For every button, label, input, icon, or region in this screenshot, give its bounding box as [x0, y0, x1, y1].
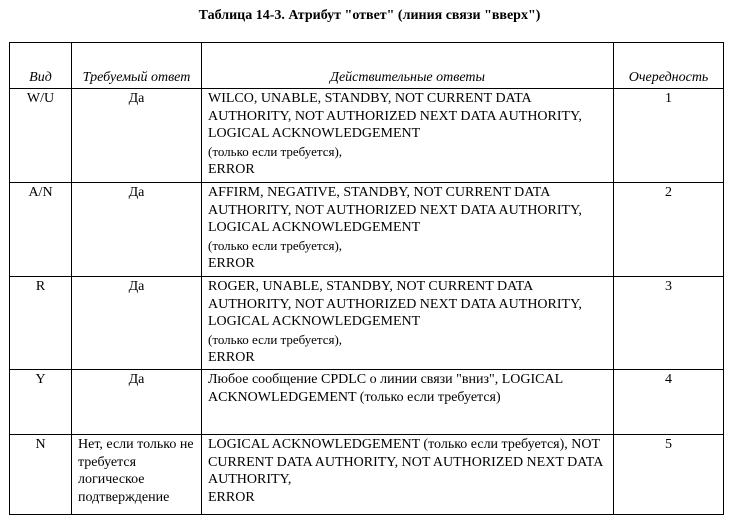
responses-main: LOGICAL ACKNOWLEDGEMENT (только если требуется), NOT CURRENT DATA AUTHORITY, NOT AUTHORIZED NEXT DATA AUTHORITY,: [208, 437, 603, 487]
cell-priority: 2: [614, 183, 724, 277]
header-required: Требуемый ответ: [72, 43, 202, 89]
cell-kind: N: [10, 435, 72, 515]
cell-required: Нет, если только не требуется логическое подтверждение: [72, 435, 202, 515]
cell-required: Да: [72, 277, 202, 370]
cell-priority: 5: [614, 435, 724, 515]
responses-note: (только если требуется),: [208, 143, 343, 159]
table-row: [10, 370, 724, 435]
cell-valid-responses: [202, 435, 614, 515]
responses-note: (только если требуется),: [208, 237, 343, 253]
cell-kind: A/N: [10, 183, 72, 277]
cell-priority: 4: [614, 370, 724, 435]
responses-tail: ERROR: [208, 350, 255, 365]
response-attribute-table: [9, 42, 724, 515]
cell-required: Да: [72, 183, 202, 277]
header-kind: Вид: [10, 43, 72, 89]
cell-kind: Y: [10, 370, 72, 435]
cell-kind: W/U: [10, 89, 72, 183]
table-row: [10, 435, 724, 515]
table-row: [10, 89, 724, 183]
responses-tail: ERROR: [208, 489, 255, 505]
cell-priority: 3: [614, 277, 724, 370]
cell-valid-responses: [202, 183, 614, 277]
cell-valid-responses: [202, 370, 614, 435]
header-row: [10, 43, 724, 89]
cell-valid-responses: [202, 89, 614, 183]
responses-main: ROGER, UNABLE, STANDBY, NOT CURRENT DATA AUTHORITY, NOT AUTHORIZED NEXT DATA AUTHORITY, LOGICAL ACKNOWLEDGEMENT: [208, 279, 582, 329]
cell-kind: R: [10, 277, 72, 370]
responses-main: Любое сообщение CPDLC о линии связи "вниз", LOGICAL ACKNOWLEDGEMENT (только если требуется): [208, 372, 563, 405]
table-row: [10, 277, 724, 370]
responses-main: AFFIRM, NEGATIVE, STANDBY, NOT CURRENT DATA AUTHORITY, NOT AUTHORIZED NEXT DATA AUTHORITY, LOGICAL ACKNOWLEDGEMENT: [208, 185, 582, 235]
table-caption: Таблица 14-3. Атрибут "ответ" (линия связи "вверх"): [198, 8, 541, 23]
table-row: [10, 183, 724, 277]
responses-note: (только если требуется),: [208, 331, 343, 347]
responses-tail: ERROR: [208, 256, 255, 271]
cell-required: Да: [72, 89, 202, 183]
header-priority: Очередность: [614, 43, 724, 89]
header-valid-responses: Действительные ответы: [202, 43, 614, 89]
cell-priority: 1: [614, 89, 724, 183]
responses-tail: ERROR: [208, 162, 255, 177]
cell-required: Да: [72, 370, 202, 435]
cell-valid-responses: [202, 277, 614, 370]
responses-main: WILCO, UNABLE, STANDBY, NOT CURRENT DATA AUTHORITY, NOT AUTHORIZED NEXT DATA AUTHORITY, LOGICAL ACKNOWLEDGEMENT: [208, 91, 582, 141]
